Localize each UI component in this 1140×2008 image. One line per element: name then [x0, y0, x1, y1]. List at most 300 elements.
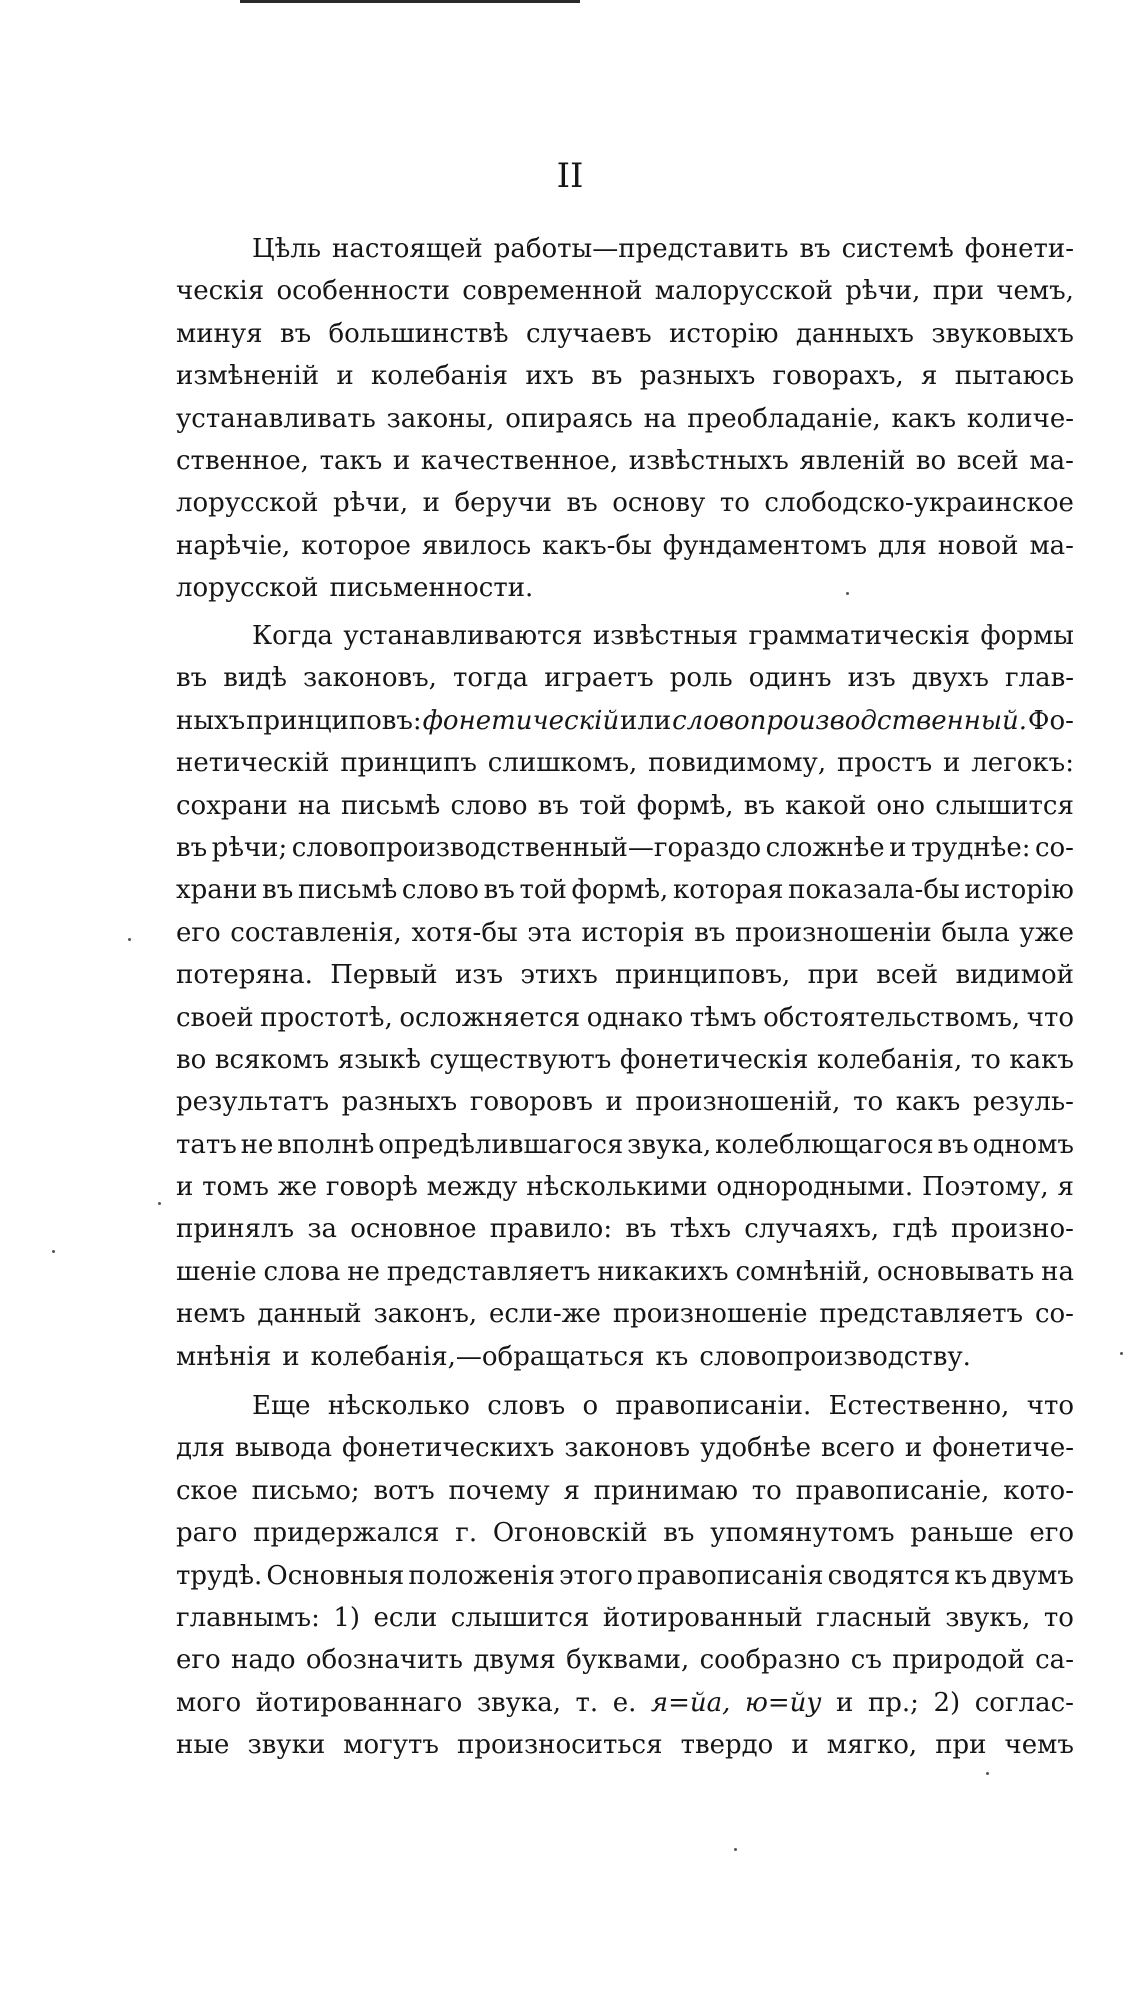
word: двухъ: [911, 663, 989, 694]
word: фонети-: [964, 234, 1074, 264]
word: новой: [937, 530, 1019, 561]
word: удобнѣе: [700, 1433, 812, 1464]
word: разныхъ: [341, 1087, 458, 1118]
word: нѣсколько: [327, 1391, 470, 1421]
word: въ: [262, 875, 294, 906]
word: во: [176, 1044, 207, 1075]
text-line: [176, 1166, 1074, 1208]
word: представляетъ: [819, 1299, 1024, 1330]
word: этихъ: [520, 960, 598, 991]
word: принциповъ,: [615, 960, 791, 991]
word: разныхъ: [639, 361, 756, 392]
text-line: [176, 1336, 1074, 1378]
word: грамматическія: [748, 621, 971, 651]
word: колебанія,—обращаться: [310, 1341, 645, 1372]
word: данный: [257, 1299, 362, 1330]
word: осложняется: [399, 1002, 581, 1033]
word: и: [605, 1087, 623, 1118]
word: я: [563, 1475, 580, 1506]
word: если: [373, 1602, 438, 1633]
word: и: [282, 1341, 300, 1372]
text-line: [176, 1682, 1074, 1724]
word: при: [807, 960, 859, 991]
text-line: [176, 355, 1074, 397]
word: вполнѣ: [277, 1129, 375, 1160]
word: которая: [672, 875, 784, 906]
word: сомнѣній,: [735, 1256, 871, 1287]
word: 1): [333, 1602, 360, 1633]
word: Фо-: [1027, 705, 1074, 736]
word: всякомъ: [214, 1044, 330, 1075]
word: одинъ: [748, 663, 832, 694]
word: фонетическій: [422, 705, 620, 736]
word: изъ: [454, 960, 503, 991]
word: и: [392, 445, 411, 476]
word: томъ: [202, 1172, 269, 1203]
word: немъ: [176, 1299, 246, 1330]
word: т.: [575, 1687, 599, 1718]
word: минуя: [176, 318, 263, 349]
top-edge-rule: [240, 0, 580, 3]
word: малорусской: [654, 276, 833, 307]
word: опираясь: [505, 403, 633, 434]
word: потеряна.: [176, 960, 313, 991]
word: изъ: [847, 663, 896, 694]
word: устанавливать: [176, 403, 376, 434]
text-line: [176, 954, 1074, 996]
word: языкѣ: [337, 1044, 421, 1075]
word: тѣхъ: [669, 1214, 732, 1245]
word: не: [240, 1129, 274, 1160]
word: для: [176, 1433, 225, 1464]
word: видимой: [955, 960, 1074, 991]
word: нѣсколькими: [526, 1172, 708, 1203]
word: играетъ: [544, 663, 654, 694]
word: я: [1057, 1172, 1074, 1203]
word: са-: [1035, 1645, 1074, 1676]
word: исторію: [964, 875, 1074, 906]
word: какъ-бы: [542, 530, 652, 561]
word: обстоятельствомъ,: [763, 1002, 1021, 1033]
word: данныхъ: [795, 318, 914, 349]
word: трудѣ.: [176, 1560, 263, 1591]
word: оно: [876, 790, 926, 821]
word: нетическій: [176, 748, 330, 779]
text-line: [176, 615, 1074, 657]
word: въ: [694, 917, 726, 948]
text-line: [176, 1039, 1074, 1081]
text-line: [176, 869, 1074, 911]
word: его: [1029, 1518, 1074, 1549]
word: устанавливаются: [343, 621, 583, 651]
word: что: [1026, 1391, 1074, 1421]
word: кото-: [1003, 1475, 1074, 1506]
word: произноситься: [457, 1730, 663, 1761]
scan-speck: [158, 1202, 161, 1205]
word: говоровъ: [469, 1087, 593, 1118]
word: однородными.: [716, 1172, 914, 1203]
word: Основныя: [266, 1560, 405, 1591]
word: и: [836, 1687, 854, 1718]
scan-speck: [1120, 1352, 1123, 1355]
word: я: [921, 361, 938, 392]
word: уже: [1019, 917, 1074, 948]
text-line: [176, 827, 1074, 869]
word: эта: [527, 917, 572, 948]
word: 2): [933, 1687, 961, 1718]
text-line: [176, 1639, 1074, 1681]
word: словопроизводству.: [699, 1341, 971, 1372]
word: то: [970, 1044, 1001, 1075]
word: правописанія: [636, 1560, 824, 1591]
word: пр.;: [867, 1687, 919, 1718]
word: беручи: [454, 488, 552, 519]
word: рѣчи,: [845, 276, 921, 307]
word: нарѣчіе,: [176, 530, 291, 561]
word: словопроизводственный—гораздо: [291, 832, 762, 863]
word: на: [643, 403, 677, 434]
word: глав-: [1004, 663, 1074, 694]
word: въ: [625, 1214, 657, 1245]
word: не: [347, 1256, 380, 1287]
word: йотированный: [602, 1602, 803, 1633]
text-line: [176, 1124, 1074, 1166]
word: видѣ: [223, 663, 287, 694]
word: и: [336, 361, 354, 392]
word: никакихъ: [597, 1256, 729, 1287]
word: извѣстныя: [592, 621, 739, 651]
word: вотъ: [373, 1475, 435, 1506]
word: правило:: [489, 1214, 613, 1245]
text-line: [176, 912, 1074, 954]
word: въ: [483, 875, 515, 906]
word: то: [751, 1475, 782, 1506]
word: о: [582, 1391, 599, 1421]
word: вывода: [234, 1433, 333, 1464]
word: Огоновскій: [492, 1518, 648, 1549]
word: однако: [586, 1002, 684, 1033]
word: то: [1043, 1602, 1074, 1633]
word: соглас-: [974, 1687, 1074, 1718]
text-line: [176, 1724, 1074, 1766]
word: системѣ: [841, 234, 954, 264]
word: произно-: [950, 1214, 1074, 1245]
word: что: [1026, 1002, 1074, 1033]
word: чемъ,: [996, 276, 1074, 307]
word: при: [932, 276, 985, 307]
word: фонетическія: [619, 1044, 809, 1075]
word: то: [853, 1087, 884, 1118]
word: лорусской: [176, 488, 319, 519]
word: звукъ,: [945, 1602, 1031, 1633]
word: для: [877, 530, 927, 561]
word: ихъ: [525, 361, 574, 392]
word: представляетъ: [386, 1256, 591, 1287]
word: законовъ,: [302, 663, 437, 694]
text-line: [176, 742, 1074, 784]
text-line: [176, 997, 1074, 1039]
text-line: [176, 313, 1074, 355]
word: двумя: [473, 1645, 556, 1676]
word: большинствѣ: [328, 318, 509, 349]
word: могутъ: [343, 1730, 439, 1761]
word: на: [1041, 1256, 1074, 1287]
word: чемъ: [1004, 1730, 1074, 1761]
word: я=йа,: [650, 1687, 731, 1718]
word: раго: [176, 1518, 238, 1549]
word: съ: [850, 1645, 882, 1676]
word: простотѣ,: [260, 1002, 393, 1033]
word: пытаюсь: [954, 361, 1074, 392]
word: основывать: [877, 1256, 1035, 1287]
word: законы,: [386, 403, 495, 434]
word: фонетиче-: [932, 1433, 1074, 1464]
word: ма-: [1029, 530, 1074, 561]
word: Когда: [252, 621, 333, 651]
word: главнымъ:: [176, 1602, 320, 1633]
word: правописаніе,: [795, 1475, 990, 1506]
word: количе-: [966, 403, 1074, 434]
word: работы—представить: [493, 234, 789, 264]
word: основу: [612, 488, 706, 519]
word: всей: [956, 445, 1019, 476]
text-line: [176, 525, 1074, 567]
word: всего: [821, 1433, 895, 1464]
text-line: [176, 270, 1074, 312]
word: была: [941, 917, 1010, 948]
word: принялъ: [176, 1214, 295, 1245]
word: произношеніе: [612, 1299, 808, 1330]
word: фонетическихъ: [342, 1433, 555, 1464]
word: въ: [591, 361, 623, 392]
word: принципъ: [340, 748, 477, 779]
word: той: [519, 875, 567, 906]
word: принциповъ:: [246, 705, 422, 736]
scan-speck: [986, 1772, 989, 1775]
word: ское: [176, 1475, 238, 1506]
word: письмѣ: [340, 790, 441, 821]
word: законовъ: [564, 1433, 691, 1464]
word: звука,: [476, 1687, 561, 1718]
word: при: [935, 1730, 987, 1761]
word: ческія: [176, 276, 265, 307]
word: колебанія: [371, 361, 509, 392]
word: раньше: [910, 1518, 1014, 1549]
text-line: [176, 440, 1074, 482]
word: извѣстныхъ: [628, 445, 789, 476]
word: Первый: [330, 960, 438, 991]
word: двумъ: [991, 1560, 1074, 1591]
word: ю=йу: [744, 1687, 822, 1718]
paragraph-aims: [176, 228, 1074, 610]
word: случаяхъ,: [744, 1214, 880, 1245]
word: въ: [799, 234, 831, 264]
word: звуки: [247, 1730, 326, 1761]
word: за: [307, 1214, 338, 1245]
word: рѣчи,: [332, 488, 409, 519]
word: Поэтому,: [921, 1172, 1049, 1203]
word: преобладаніе,: [687, 403, 881, 434]
scan-speck: [734, 1848, 737, 1851]
text-line: [176, 567, 1074, 609]
word: которое: [301, 530, 411, 561]
word: роль: [669, 663, 733, 694]
word: Естественно,: [828, 1391, 1010, 1421]
word: существуютъ: [429, 1044, 612, 1075]
word: слишкомъ,: [487, 748, 638, 779]
word: въ: [566, 488, 598, 519]
text-line: [176, 700, 1074, 742]
word: этого: [559, 1560, 633, 1591]
word: рѣчи;: [211, 832, 288, 863]
word: особенности: [276, 276, 450, 307]
word: фундаментомъ: [662, 530, 867, 561]
word: исторія: [581, 917, 685, 948]
word: мого: [176, 1687, 242, 1718]
word: показала-бы: [788, 875, 960, 906]
word: обозначить: [305, 1645, 463, 1676]
word: ственное,: [176, 445, 309, 476]
word: въ: [279, 318, 312, 349]
word: Цѣль: [252, 234, 322, 264]
word: основное: [350, 1214, 477, 1245]
word: явленій: [799, 445, 906, 476]
text-line: [176, 228, 1074, 270]
word: звуковыхъ: [931, 318, 1074, 349]
word: современной: [462, 276, 643, 307]
word: опредѣлившагося: [378, 1129, 624, 1160]
word: письмѣ: [297, 875, 398, 906]
word: его: [176, 1645, 221, 1676]
word: въ: [176, 832, 208, 863]
word: какой: [785, 790, 867, 821]
word: письменности.: [329, 573, 534, 604]
text-line: [176, 1293, 1074, 1335]
word: слышится: [935, 790, 1074, 821]
word: придержался: [253, 1518, 440, 1549]
word: въ: [537, 790, 569, 821]
word: г.: [455, 1518, 478, 1549]
text-line: [176, 1512, 1074, 1554]
scan-speck: [52, 1250, 55, 1253]
word: и: [791, 1730, 809, 1761]
word: колеблющагося: [715, 1129, 934, 1160]
word: положенія: [408, 1560, 555, 1591]
word: повидимому,: [648, 748, 827, 779]
word: ныхъ: [176, 705, 246, 736]
scan-speck: [128, 938, 131, 941]
word: правописаніи.: [615, 1391, 812, 1421]
word: такъ: [319, 445, 383, 476]
word: случаевъ: [525, 318, 652, 349]
word: какъ: [895, 1087, 961, 1118]
word: сложнѣе: [765, 832, 885, 863]
word: со-: [1034, 1299, 1074, 1330]
word: хотя-бы: [411, 917, 518, 948]
word: почему: [448, 1475, 550, 1506]
word: надо: [231, 1645, 296, 1676]
word: и: [904, 1433, 923, 1464]
word: качественное,: [420, 445, 619, 476]
word: резуль-: [972, 1087, 1074, 1118]
word: къ: [655, 1341, 689, 1372]
word: тѣмъ: [689, 1002, 757, 1033]
word: одномъ: [972, 1129, 1074, 1160]
word: письмо;: [251, 1475, 360, 1506]
word: гласный: [816, 1602, 932, 1633]
word: слободско-украинское: [764, 488, 1074, 519]
word: слово: [450, 790, 528, 821]
word: е.: [612, 1687, 637, 1718]
word: произношеній,: [635, 1087, 841, 1118]
word: словъ: [487, 1391, 566, 1421]
word: законъ,: [373, 1299, 478, 1330]
text-line: [176, 785, 1074, 827]
word: въ: [176, 663, 208, 694]
word: какъ: [1009, 1044, 1074, 1075]
text-line: [176, 657, 1074, 699]
word: простъ: [837, 748, 933, 779]
word: формѣ,: [571, 875, 669, 906]
word: Еще: [252, 1391, 311, 1421]
word: сообразно: [699, 1645, 841, 1676]
word: йотированнаго: [255, 1687, 463, 1718]
word: настоящей: [332, 234, 483, 264]
word: его: [176, 917, 221, 948]
word: то: [719, 488, 750, 519]
word: слышится: [450, 1602, 590, 1633]
text-line: [176, 1555, 1074, 1597]
paragraph-principles: [176, 615, 1074, 1378]
word: же: [277, 1172, 318, 1203]
word: труднѣе:: [910, 832, 1031, 863]
text-line: [176, 1081, 1074, 1123]
word: храни: [176, 875, 258, 906]
word: шеніе: [176, 1256, 257, 1287]
word: той: [579, 790, 627, 821]
word: ные: [176, 1730, 230, 1761]
paragraph-orthography: [176, 1385, 1074, 1767]
word: между: [426, 1172, 518, 1203]
word: и: [889, 832, 907, 863]
word: говорѣ: [325, 1172, 418, 1203]
word: измѣненій: [176, 361, 320, 392]
word: исторію: [669, 318, 779, 349]
word: мягко,: [826, 1730, 918, 1761]
word: во: [915, 445, 947, 476]
word: своей: [176, 1002, 254, 1033]
word: произношеніи: [735, 917, 932, 948]
text-line: [176, 1470, 1074, 1512]
word: и: [176, 1172, 194, 1203]
word: твердо: [680, 1730, 774, 1761]
word: мнѣнія: [176, 1341, 272, 1372]
word: въ: [663, 1518, 695, 1549]
word: и: [943, 748, 961, 779]
word: въ: [937, 1129, 969, 1160]
word: говорахъ,: [772, 361, 904, 392]
word: словопроизводственный.: [672, 705, 1028, 736]
word: легокъ:: [971, 748, 1074, 779]
text-line: [176, 398, 1074, 440]
word: составленія,: [230, 917, 402, 948]
word: и: [422, 488, 440, 519]
text-line: [176, 1251, 1074, 1293]
text-line: [176, 1385, 1074, 1427]
word: татъ: [176, 1129, 237, 1160]
text-line: [176, 482, 1074, 524]
word: лорусской: [176, 573, 319, 604]
